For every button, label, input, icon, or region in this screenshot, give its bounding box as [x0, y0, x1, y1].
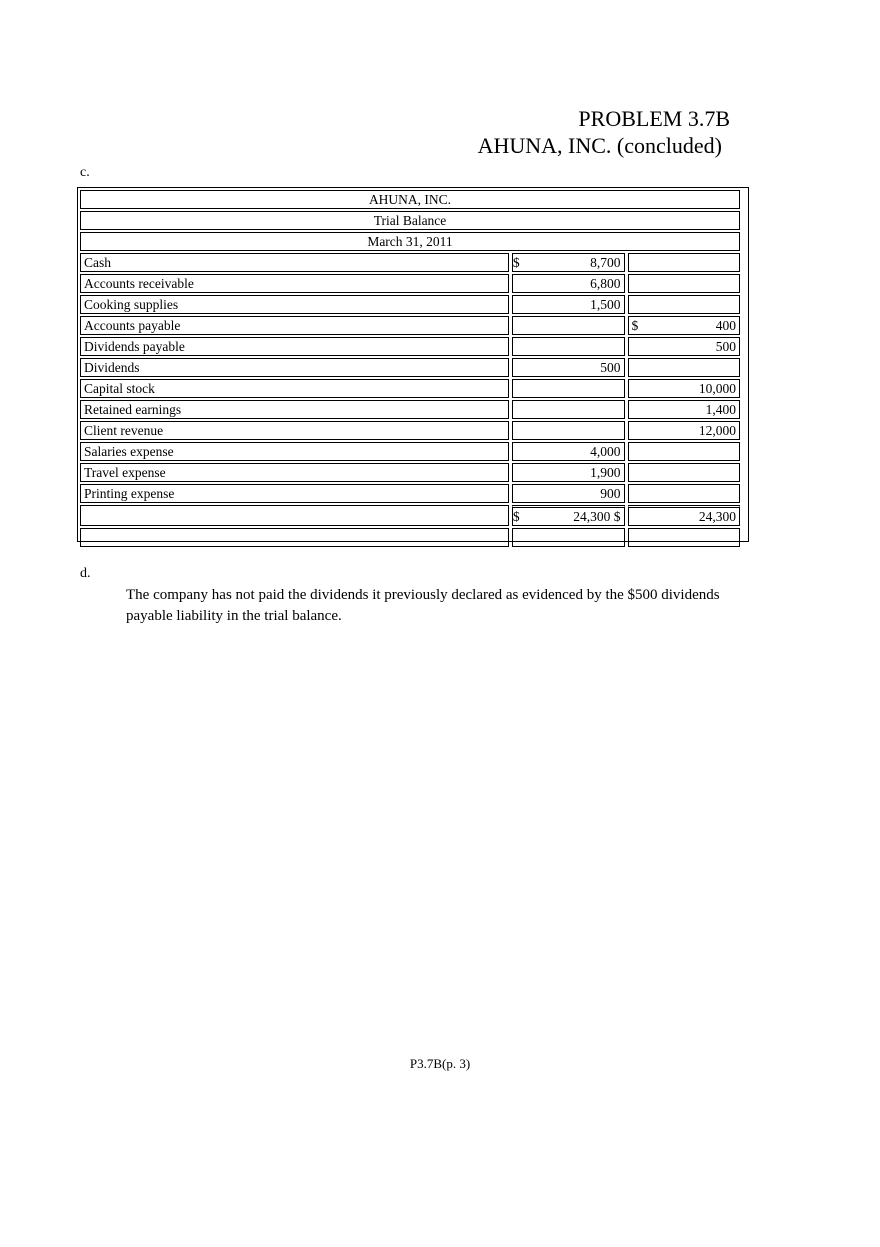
debit-cell — [512, 463, 625, 482]
debit-cell — [512, 421, 625, 440]
debit-amount: 8,700 — [590, 255, 621, 270]
trial-balance-table — [77, 188, 743, 549]
credit-dollar-sign: $ — [631, 318, 639, 333]
table-row — [80, 337, 740, 356]
table-row — [80, 463, 740, 482]
totals-row — [80, 505, 740, 526]
table-row — [80, 442, 740, 461]
account-name: Printing expense — [80, 484, 509, 503]
credit-amount: 10,000 — [698, 381, 736, 396]
account-name: Accounts receivable — [80, 274, 509, 293]
table-row — [80, 358, 740, 377]
account-name: Dividends payable — [80, 337, 509, 356]
page-reference: P3.7B(p. 3) — [409, 1056, 471, 1071]
credit-cell — [628, 421, 740, 440]
total-credit-amount: 24,300 — [698, 509, 736, 524]
account-name: Cooking supplies — [80, 295, 509, 314]
credit-cell — [628, 463, 740, 482]
blank-cell — [628, 528, 740, 547]
debit-cell — [512, 358, 625, 377]
totals-label-cell — [80, 505, 509, 526]
account-name: Travel expense — [80, 463, 509, 482]
debit-dollar-sign: $ — [512, 255, 520, 270]
credit-amount: 500 — [715, 339, 736, 354]
credit-cell — [628, 337, 740, 356]
total-debit-cell — [512, 505, 625, 526]
table-row — [80, 316, 740, 335]
debit-amount: 1,500 — [590, 297, 621, 312]
account-name: Accounts payable — [80, 316, 509, 335]
table-row — [80, 484, 740, 503]
blank-row — [80, 528, 740, 547]
account-name: Client revenue — [80, 421, 509, 440]
debit-cell — [512, 274, 625, 293]
table-row — [80, 253, 740, 272]
part-c-label: c. — [80, 165, 90, 180]
debit-amount: 6,800 — [590, 276, 621, 291]
tb-title: Trial Balance — [80, 211, 740, 230]
debit-cell — [512, 379, 625, 398]
blank-cell — [80, 528, 509, 547]
account-name: Salaries expense — [80, 442, 509, 461]
credit-cell — [628, 379, 740, 398]
table-row — [80, 274, 740, 293]
company-concluded-title: AHUNA, INC. (concluded) — [477, 133, 722, 158]
credit-amount: 12,000 — [698, 423, 736, 438]
blank-cell — [512, 528, 625, 547]
table-row — [80, 379, 740, 398]
table-row — [80, 295, 740, 314]
table-row — [80, 421, 740, 440]
debit-cell — [512, 337, 625, 356]
credit-cell — [628, 295, 740, 314]
problem-title: PROBLEM 3.7B — [578, 106, 730, 131]
debit-cell — [512, 442, 625, 461]
total-debit-amount: 24,300 $ — [573, 509, 621, 524]
debit-amount: 4,000 — [590, 444, 621, 459]
debit-cell — [512, 316, 625, 335]
credit-amount: 1,400 — [705, 402, 736, 417]
tb-company-name: AHUNA, INC. — [80, 190, 740, 209]
account-name: Cash — [80, 253, 509, 272]
tb-date: March 31, 2011 — [80, 232, 740, 251]
tb-company-row — [80, 190, 740, 209]
debit-amount: 900 — [600, 486, 621, 501]
account-name: Dividends — [80, 358, 509, 377]
credit-amount: 400 — [715, 318, 736, 333]
credit-cell — [628, 358, 740, 377]
credit-cell — [628, 274, 740, 293]
debit-amount: 500 — [600, 360, 621, 375]
part-d-explanation: The company has not paid the dividends it previously declared as evidenced by the $500 dividends payable liability in the trial balance. — [126, 587, 720, 624]
account-name: Retained earnings — [80, 400, 509, 419]
credit-cell — [628, 253, 740, 272]
debit-cell — [512, 253, 625, 272]
credit-cell — [628, 442, 740, 461]
tb-title-row — [80, 211, 740, 230]
debit-cell — [512, 295, 625, 314]
credit-cell — [628, 316, 740, 335]
table-row — [80, 400, 740, 419]
debit-amount: 1,900 — [590, 465, 621, 480]
total-credit-cell — [628, 505, 740, 526]
tb-date-row — [80, 232, 740, 251]
credit-cell — [628, 400, 740, 419]
debit-cell — [512, 400, 625, 419]
total-debit-dollar-sign: $ — [512, 509, 520, 524]
part-d-label: d. — [80, 566, 91, 581]
credit-cell — [628, 484, 740, 503]
debit-cell — [512, 484, 625, 503]
account-name: Capital stock — [80, 379, 509, 398]
